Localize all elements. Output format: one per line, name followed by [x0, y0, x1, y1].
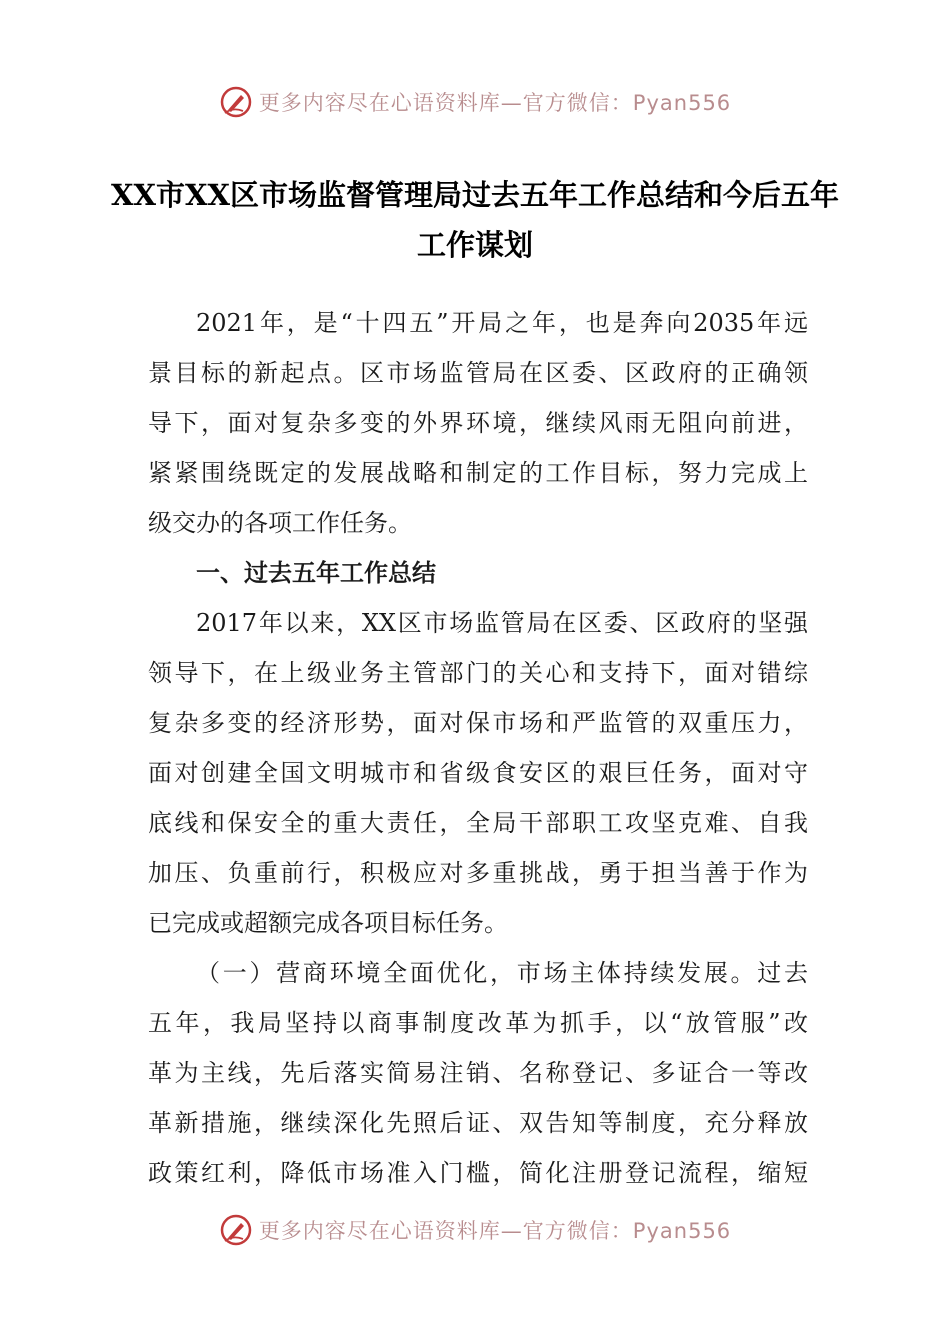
title-line-1: XX市XX区市场监督管理局过去五年工作总结和今后五年: [110, 178, 839, 212]
section-heading: 一、过去五年工作总结: [196, 559, 436, 587]
text-line: 政策红利，降低市场准入门槛，简化注册登记流程，缩短: [148, 1159, 808, 1187]
text-line: 面对创建全国文明城市和省级食安区的艰巨任务，面对守: [148, 759, 808, 787]
watermark-text: 更多内容尽在心语资料库—官方微信：Pyan556: [258, 91, 732, 115]
text-line: 2017年以来，XX区市场监管局在区委、区政府的坚强: [196, 609, 808, 637]
text-line: 2021年，是“十四五”开局之年，也是奔向2035年远: [196, 309, 808, 337]
text-line: 复杂多变的经济形势，面对保市场和严监管的双重压力，: [148, 709, 808, 737]
footer-watermark: [0, 1208, 950, 1252]
text-line: 紧紧围绕既定的发展战略和制定的工作目标，努力完成上: [148, 459, 808, 487]
section1-paragraph: [148, 598, 808, 948]
text-line: 级交办的各项工作任务。: [148, 509, 412, 537]
text-line: 革为主线，先后落实简易注销、名称登记、多证合一等改: [148, 1059, 808, 1087]
text-line: 底线和保安全的重大责任，全局干部职工攻坚克难、自我: [148, 809, 808, 837]
text-line: （一）营商环境全面优化，市场主体持续发展。过去: [196, 959, 808, 987]
pen-circle-logo-icon: [219, 85, 253, 119]
text-line: 革新措施，继续深化先照后证、双告知等制度，充分释放: [148, 1109, 808, 1137]
text-line: 已完成或超额完成各项目标任务。: [148, 909, 508, 937]
title-line-2: 工作谋划: [416, 228, 533, 262]
text-line: 领导下，在上级业务主管部门的关心和支持下，面对错综: [148, 659, 808, 687]
subsection1-paragraph: [148, 948, 808, 1198]
watermark-text: 更多内容尽在心语资料库—官方微信：Pyan556: [258, 1219, 732, 1243]
text-line: 景目标的新起点。区市场监管局在区委、区政府的正确领: [148, 359, 808, 387]
document-title: [100, 170, 850, 270]
document-body: [148, 298, 808, 1198]
intro-paragraph: [148, 298, 808, 548]
text-line: 导下，面对复杂多变的外界环境，继续风雨无阻向前进，: [148, 409, 808, 437]
header-watermark: [0, 80, 950, 124]
text-line: 五年，我局坚持以商事制度改革为抓手，以“放管服”改: [148, 1009, 808, 1037]
pen-circle-logo-icon: [219, 1213, 253, 1247]
text-line: 加压、负重前行，积极应对多重挑战，勇于担当善于作为: [148, 859, 808, 887]
